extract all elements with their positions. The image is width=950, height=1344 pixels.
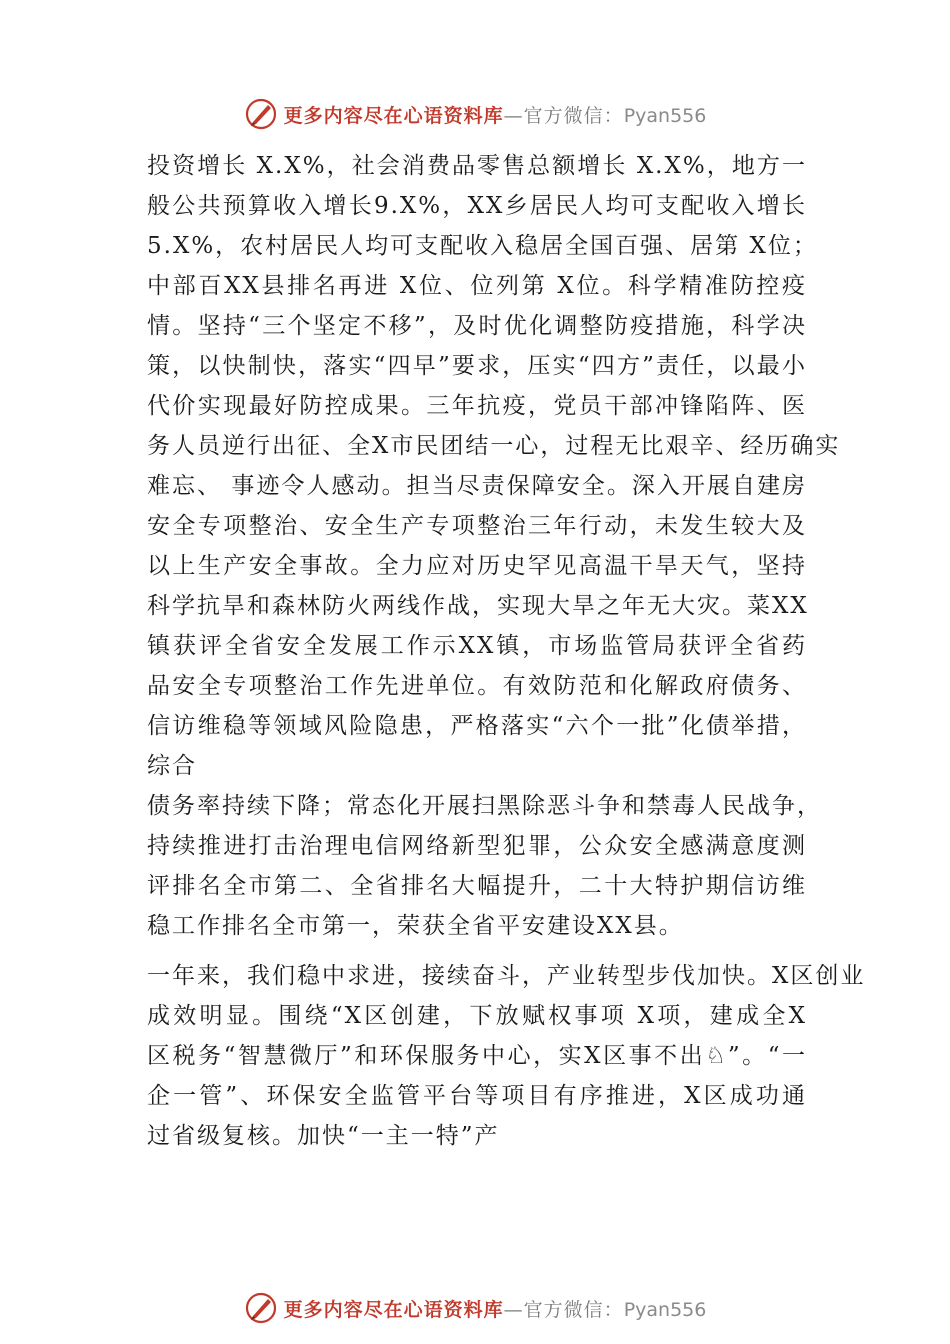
document-body bbox=[147, 146, 866, 1156]
paragraph-2 bbox=[147, 786, 822, 946]
text-line: 务人员逆行出征、全X市民团结一心，过程无比艰辛、经历确实 bbox=[147, 433, 841, 459]
text-line: 科学抗旱和森林防火两线作战，实现大旱之年无大灾。菜XX bbox=[147, 593, 809, 619]
text-line: 一年来，我们稳中求进，接续奋斗，产业转型步伐加快。X区创业 bbox=[147, 963, 866, 989]
text-line: 镇获评全省安全发展工作示XX镇，市场监管局获评全省药 bbox=[147, 633, 807, 659]
watermark-main: 更多内容尽在心语资料库 bbox=[283, 104, 504, 127]
pen-logo-icon bbox=[244, 97, 278, 131]
header-watermark bbox=[0, 94, 950, 134]
text-line: 企一管”、环保安全监管平台等项目有序推进，X区成功通 bbox=[147, 1083, 807, 1109]
text-line: 难忘、 事迹令人感动。担当尽责保障安全。深入开展自建房 bbox=[147, 473, 807, 499]
text-line: 稳工作排名全市第一，荣获全省平安建设XX县。 bbox=[147, 913, 684, 939]
paragraph-1 bbox=[147, 146, 841, 786]
text-line: 5.X%，农村居民人均可支配收入稳居全国百强、居第 X位； bbox=[147, 233, 818, 259]
pen-logo-icon bbox=[244, 1291, 278, 1325]
text-line: 投资增长 X.X%，社会消费品零售总额增长 X.X%，地方一 bbox=[147, 153, 807, 179]
text-line: 债务率持续下降；常态化开展扫黑除恶斗争和禁毒人民战争， bbox=[147, 793, 822, 819]
text-line: 持续推进打击治理电信网络新型犯罪，公众安全感满意度测 bbox=[147, 833, 807, 859]
footer-watermark bbox=[0, 1288, 950, 1328]
text-line: 中部百XX县排名再进 X位、位列第 X位。科学精准防控疫 bbox=[147, 273, 807, 299]
watermark-tail: —官方微信： bbox=[503, 1298, 624, 1321]
text-line: 信访维稳等领域风险隐患，严格落实“六个一批”化债举措， bbox=[147, 713, 807, 739]
text-line: 代价实现最好防控成果。三年抗疫，党员干部冲锋陷阵、医 bbox=[147, 393, 807, 419]
watermark-main: 更多内容尽在心语资料库 bbox=[283, 1298, 504, 1321]
text-line: 情。坚持“三个坚定不移”，及时优化调整防疫措施，科学决 bbox=[147, 313, 807, 339]
text-line: 成效明显。围绕“X区创建，下放赋权事项 X项，建成全X bbox=[147, 1003, 807, 1029]
text-line: 以上生产安全事故。全力应对历史罕见高温干旱天气，坚持 bbox=[147, 553, 807, 579]
text-line: 安全专项整治、安全生产专项整治三年行动，未发生较大及 bbox=[147, 513, 807, 539]
paragraph-spacer bbox=[147, 946, 807, 956]
text-line: 策，以快制快，落实“四早”要求，压实“四方”责任，以最小 bbox=[147, 353, 807, 379]
paragraph-3 bbox=[147, 956, 866, 1156]
watermark-text bbox=[284, 1295, 707, 1322]
text-line: 综合 bbox=[147, 753, 197, 779]
text-line: 品安全专项整治工作先进单位。有效防范和化解政府债务、 bbox=[147, 673, 807, 699]
watermark-tail: —官方微信： bbox=[503, 104, 624, 127]
watermark-id: Pyan556 bbox=[623, 104, 707, 127]
text-line: 区税务“智慧微厅”和环保服务中心，实X区事不出♘”。“一 bbox=[147, 1043, 807, 1069]
watermark-id: Pyan556 bbox=[623, 1298, 707, 1321]
text-line: 般公共预算收入增长9.X%，XX乡居民人均可支配收入增长 bbox=[147, 193, 807, 219]
watermark-text bbox=[284, 101, 707, 128]
text-line: 评排名全市第二、全省排名大幅提升，二十大特护期信访维 bbox=[147, 873, 807, 899]
text-line: 过省级复核。加快“一主一特”产 bbox=[147, 1123, 500, 1149]
